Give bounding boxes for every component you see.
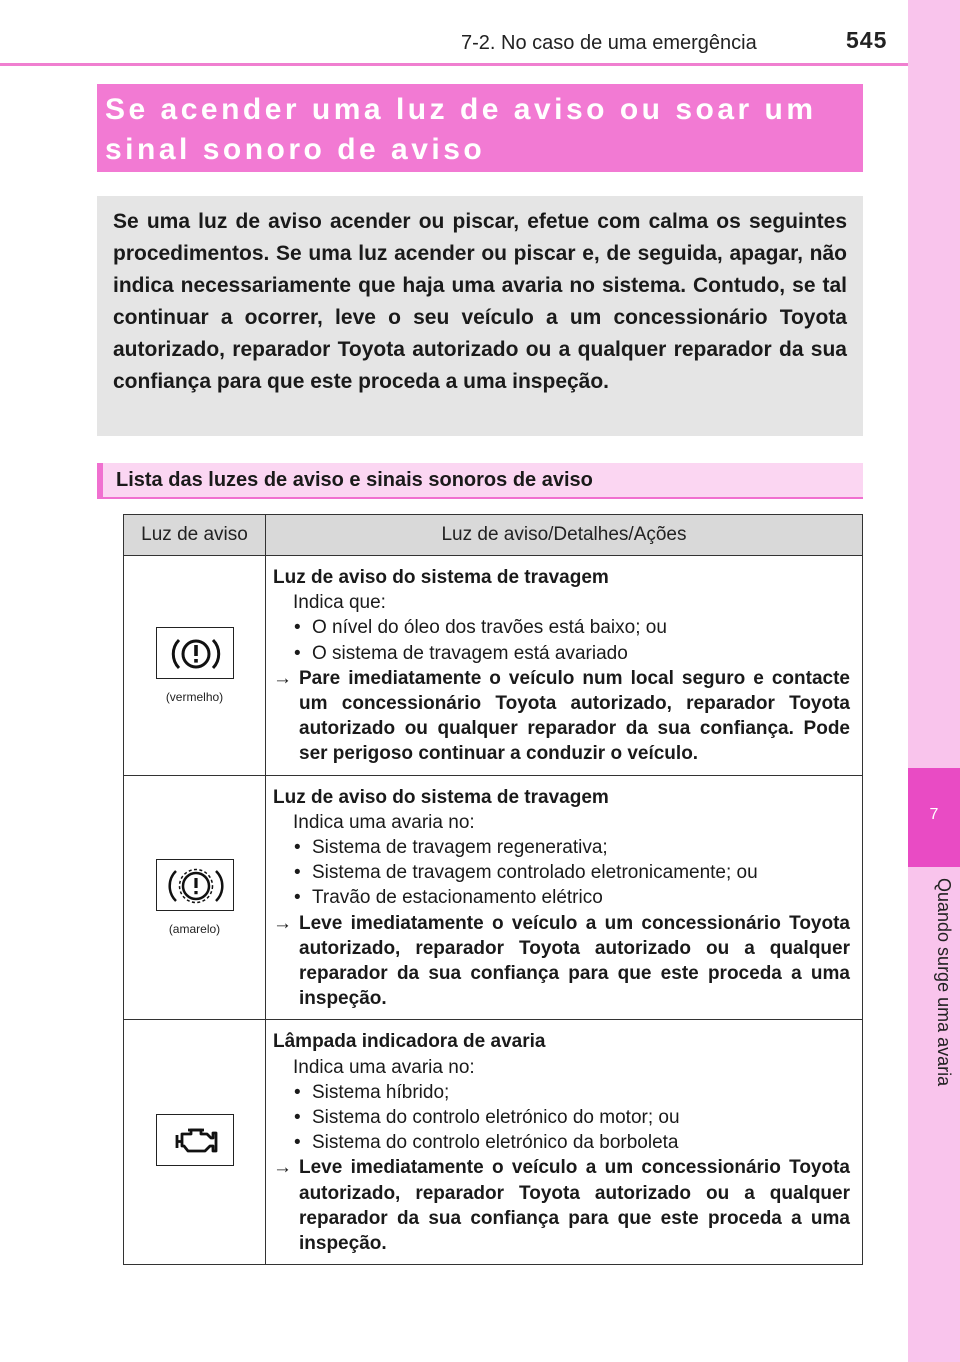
title-banner — [97, 84, 863, 172]
page-header — [0, 0, 908, 66]
table-header-icon-col: Luz de aviso — [124, 515, 266, 556]
table-header-details-col: Luz de aviso/Detalhes/Ações — [266, 515, 863, 556]
chapter-side-strip — [908, 0, 960, 1362]
list-item: • Travão de estacionamento elétrico — [273, 885, 850, 910]
list-item: • Sistema híbrido; — [273, 1080, 850, 1105]
warning-title: Lâmpada indicadora de avaria — [273, 1031, 546, 1053]
icon-caption: (amarelo) — [168, 922, 221, 937]
arrow-icon: → — [273, 912, 292, 934]
check-engine-icon — [156, 1114, 234, 1166]
warning-title: Luz de aviso do sistema de travagem — [273, 567, 609, 588]
arrow-icon: → — [273, 1157, 292, 1179]
action-label: Pare imediatamente o veículo num local seguro e contacte um concessionário Toyota autorizado, reparador Toyota autorizado ou qualquer reparador da sua confiança. Pode ser perigoso continuar a conduzir o veículo. — [299, 667, 850, 765]
chapter-title: Quando surge uma avaria — [934, 878, 954, 1087]
warning-title: Luz de aviso do sistema de travagem — [273, 786, 609, 808]
cause-list — [273, 835, 850, 911]
action-label: Leve imediatamente o veículo a um concessionário Toyota autorizado, reparador Toyota autorizado ou a qualquer reparador da sua confiança para que este proceda a uma inspeção. — [299, 912, 850, 1010]
brake-system-warning-icon — [156, 859, 234, 911]
action-text — [273, 666, 850, 767]
icon-cell — [124, 775, 266, 1020]
cause-list — [273, 1080, 850, 1156]
brake-warning-icon — [156, 627, 234, 679]
icon-cell — [124, 1020, 266, 1265]
cause-list — [273, 615, 850, 665]
indicates-label: Indica uma avaria no: — [293, 811, 475, 833]
table-row — [124, 775, 863, 1020]
table-header-row — [124, 515, 863, 556]
list-item: • Sistema de travagem controlado eletronicamente; ou — [273, 860, 850, 885]
list-item: • O nível do óleo dos travões está baixo; ou — [273, 615, 850, 640]
warning-lights-table — [123, 514, 863, 1265]
indicates-label: Indica uma avaria no: — [293, 1056, 475, 1078]
list-item: • Sistema do controlo eletrónico da borboleta — [273, 1130, 850, 1155]
list-item: • Sistema do controlo eletrónico do motor; ou — [273, 1105, 850, 1130]
details-cell — [266, 1020, 863, 1265]
details-cell — [266, 775, 863, 1020]
section-title: 7-2. No caso de uma emergência — [461, 32, 757, 54]
table-row — [124, 556, 863, 776]
details-cell — [266, 556, 863, 776]
arrow-icon: → — [273, 667, 292, 689]
intro-box — [97, 196, 863, 436]
action-text — [273, 1155, 850, 1256]
table-row — [124, 1020, 863, 1265]
action-text — [273, 911, 850, 1012]
subheading-bar — [97, 463, 863, 499]
subheading: Lista das luzes de aviso e sinais sonoros de aviso — [116, 469, 593, 491]
chapter-number: 7 — [929, 806, 939, 823]
intro-text: Se uma luz de aviso acender ou piscar, efetue com calma os seguintes procedimentos. Se uma luz acender ou piscar e, de seguida, apagar, não indica necessariamente que haja uma avaria no sistema. Contudo, se tal continuar a ocorrer, leve o seu veículo a um concessionário Toyota autorizado, reparador Toyota autorizado ou a qualquer reparador da sua confiança para que este proceda a uma inspeção. — [113, 210, 847, 393]
action-label: Leve imediatamente o veículo a um concessionário Toyota autorizado, reparador Toyota autorizado ou a qualquer reparador da sua confiança para que este proceda a uma inspeção. — [299, 1157, 850, 1255]
list-item: • O sistema de travagem está avariado — [273, 641, 850, 666]
icon-cell — [124, 556, 266, 776]
page-number: 545 — [846, 27, 888, 53]
icon-caption: (vermelho) — [165, 689, 224, 704]
page-title: Se acender uma luz de aviso ou soar um sinal sonoro de aviso — [105, 93, 817, 166]
list-item: • Sistema de travagem regenerativa; — [273, 835, 850, 860]
indicates-label: Indica que: — [293, 592, 386, 614]
